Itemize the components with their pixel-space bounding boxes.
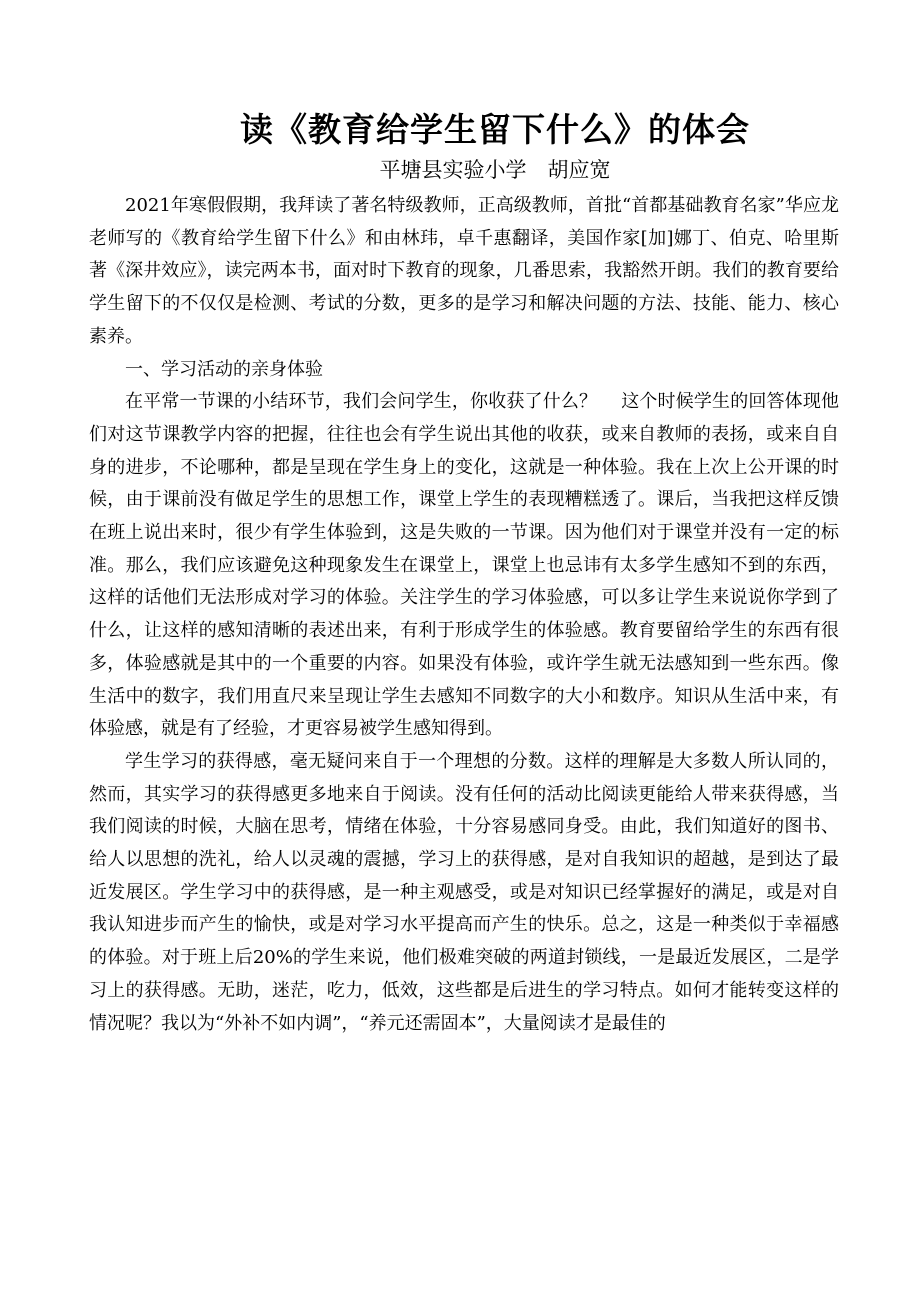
section-heading: 一、学习活动的亲身体验 [125,358,323,380]
document-body [89,190,839,1040]
author-line: 平塘县实验小学 胡应宽 [379,158,611,182]
body-paragraph-gain: 学生学习的获得感，毫无疑问来自于一个理想的分数。这样的理解是大多数人所认同的，然而，其实学习的获得感更多地来自于阅读。没有任何的活动比阅读更能给人带来获得感，当我们阅读的时候，大脑在思考，情绪在体验，十分容易感同身受。由此，我们知道好的图书、给人以思想的洗礼，给人以灵魂的震撼，学习上的获得感，是对自我知识的超越，是到达了最近发展区。学生学习中的获得感，是一种主观感受，或是对知识已经掌握好的满足，或是对自我认知进步而产生的愉快，或是对学习水平提高而产生的快乐。总之，这是一种类似于幸福感的体验。对于班上后20%的学生来说，他们极难突破的两道封锁线，一是最近发展区，二是学习上的获得感。无助，迷茫，吃力，低效，这些都是后进生的学习特点。如何才能转变这样的情况呢？我以为“外补不如内调”，“养元还需固本”，大量阅读才是最佳的 [89,750,839,1034]
body-paragraph-experience: 在平常一节课的小结环节，我们会问学生，你收获了什么？ 这个时候学生的回答体现他们对这节课教学内容的把握，往往也会有学生说出其他的收获，或来自教师的表扬，或来自自身的进步，不论哪种，都是呈现在学生身上的变化，这就是一种体验。我在上次上公开课的时候，由于课前没有做足学生的思想工作，课堂上学生的表现糟糕透了。课后，当我把这样反馈在班上说出来时，很少有学生体验到，这是失败的一节课。因为他们对于课堂并没有一定的标准。那么，我们应该避免这种现象发生在课堂上，课堂上也忌讳有太多学生感知不到的东西，这样的话他们无法形成对学习的体验。关注学生的学习体验感，可以多让学生来说说你学到了什么，让这样的感知清晰的表述出来，有利于形成学生的体验感。教育要留给学生的东西有很多，体验感就是其中的一个重要的内容。如果没有体验，或许学生就无法感知到一些东西。像生活中的数字，我们用直尺来呈现让学生去感知不同数字的大小和数序。知识从生活中来，有体验感，就是有了经验，才更容易被学生感知得到。 [89,391,839,740]
document-title: 读《教育给学生留下什么》的体会 [240,110,750,149]
intro-paragraph: 2021年寒假假期，我拜读了著名特级教师，正高级教师，首批“首都基础教育名家”华应龙老师写的《教育给学生留下什么》和由林玮，卓千惠翻译，美国作家[加]娜丁、伯克、哈里斯著《深井效应》，读完两本书，面对时下教育的现象，几番思索，我豁然开朗。我们的教育要给学生留下的不仅仅是检测、考试的分数，更多的是学习和解决问题的方法、技能、能力、核心素养。 [89,195,839,347]
